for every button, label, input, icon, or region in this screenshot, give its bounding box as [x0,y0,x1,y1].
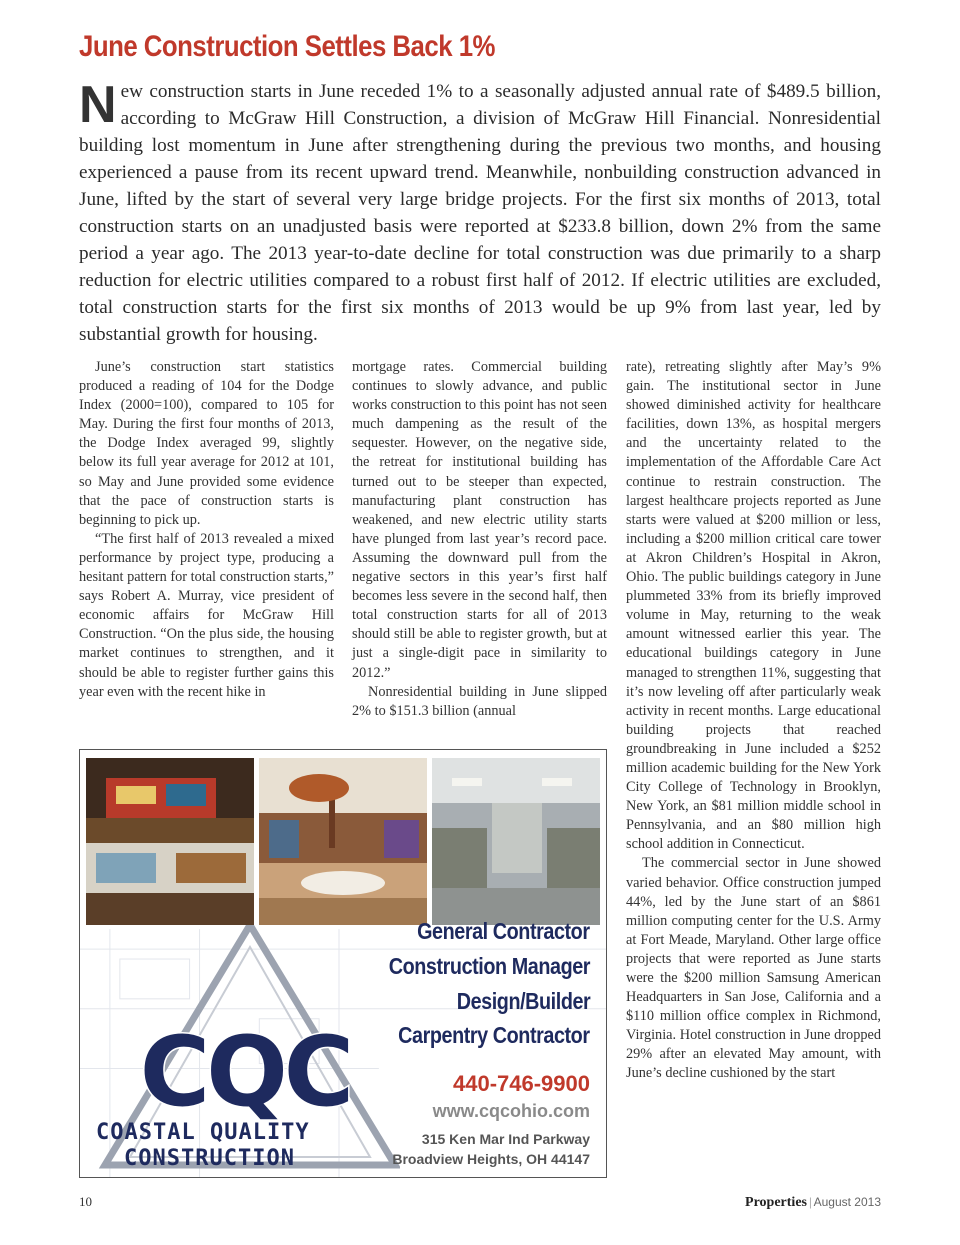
service-design-builder: Design/Builder [456,988,590,1014]
paragraph: Nonresidential building in June slipped 2% to $151.3 billion (annual [352,683,607,719]
address-line-2: Broadview Heights, OH 44147 [392,1151,590,1167]
drop-cap: N [79,76,117,134]
photo-library-interior [259,758,427,925]
service-carpentry-contractor: Carpentry Contractor [398,1022,590,1048]
brand-name-line2: CONSTRUCTION [124,1146,295,1171]
paragraph: rate), retreating slightly after May’s 9% gain. The institutional sector in June showed diminished activity for healthcare facilities, down 13%, as hospital mergers and the uncertainty related to the implementation of the Affordable Care Act continue to restrain construction. The largest healthcare projects reported as June starts were valued at $200 million or less, including a $200 million critical care tower at Akron Children’s Hospital in Akron, Ohio. The public buildings category in June plummeted 33% from its briefly improved volume in May, returning to the weak amount witnessed earlier this year. The educational buildings category in June managed to strengthen 11%, suggesting that it’s now leveling off after particularly weak activity in recent months. Large educational building projects that reached groundbreaking in June included a $252 million academic building for the New York City College of Technology in Brooklyn, New York, an $81 million middle school in Pennsylvania, and an $80 million high school addition in Connecticut. [626,359,881,853]
advertisement-cqc [79,749,607,1178]
paragraph: June’s construction start statistics produced a reading of 104 for the Dodge Index (2000=100), compared to 105 for May. During the first four months of 2013, the Dodge Index averaged 99, slightly below its full year average for 2012 at 101, so May and June provided some evidence that the pace of construction starts is beginning to pick up. [79,359,334,528]
page-number: 10 [79,1194,92,1209]
paragraph: The commercial sector in June showed varied behavior. Office construction jumped 44%, led by the June start of an $861 million computing center for the U.S. Army at Fort Meade, Maryland. Other large office projects that were reported as June starts were the $200 million Samsung American Headquarters in San Jose, California and a $110 million office complex in Richmond, Virginia. Hotel construction in June dropped 29% after an elevated May amount, with June’s decline cushioned by the start [626,855,881,1082]
photo-food-court [86,758,254,925]
paragraph: “The first half of 2013 revealed a mixed performance by project type, producing a hesitant pattern for total construction starts,” says Robert A. Murray, vice president of economic affairs for McGraw Hill Construction. “On the plus side, the housing market continues to strengthen, and it should be able to register further gains this year even with the recent hike in [79,530,334,700]
service-construction-manager: Construction Manager [388,953,590,979]
issue-date: August 2013 [813,1195,881,1209]
publication-name: Properties [745,1195,807,1210]
page-title: June Construction Settles Back 1% [79,30,495,63]
phone-number[interactable]: 440-746-9900 [452,1071,590,1096]
address-line-1: 315 Ken Mar Ind Parkway [421,1131,590,1147]
cqc-logo-letters: CQC [139,1016,351,1128]
footer-separator: | [809,1194,812,1209]
photo-laboratory [432,758,600,925]
service-general-contractor: General Contractor [417,918,590,944]
body-column-1 [79,358,334,702]
footer-publication [745,1194,881,1211]
website-link[interactable]: www.cqcohio.com [432,1101,590,1121]
paragraph: mortgage rates. Commercial building continues to slowly advance, and public works construction to this point has not seen much dampening as the result of the sequester. However, on the negative side, the retreat for institutional building has turned out to be steeper than expected, manufacturing plant construction has weakened, and new electric utility starts have plunged from last year’s record pace. Assuming the downward pull from the negative sectors in this year’s first half becomes less severe in the second half, then total construction starts for all of 2013 should still be able to register growth, but at just a single-digit pace in similarity to 2012.” [352,359,607,681]
brand-name-line1: COASTAL QUALITY [96,1120,310,1145]
lead-paragraph [79,78,881,348]
lead-text: ew construction starts in June receded 1% to a seasonally adjusted annual rate of $489.5 billion, according to McGraw Hill Construction, a division of McGraw Hill Financial. Nonresidential building lost momentum in June after strengthening during the previous two months, and housing experienced a pause from its recent upward trend. Meanwhile, nonbuilding construction advanced in June, lifted by the start of several very large bridge projects. For the first six months of 2013, total construction starts on an unadjusted basis were reported at $233.8 billion, down 2% from the same period a year ago. The 2013 year-to-date decline for total construction was due primarily to a sharp reduction for electric utilities compared to a robust first half of 2012. If electric utilities are excluded, total construction starts for the first six months of 2013 would be up 9% from last year, led by substantial growth for housing. [79,81,881,345]
body-column-3 [626,358,881,1084]
body-column-2 [352,358,607,721]
